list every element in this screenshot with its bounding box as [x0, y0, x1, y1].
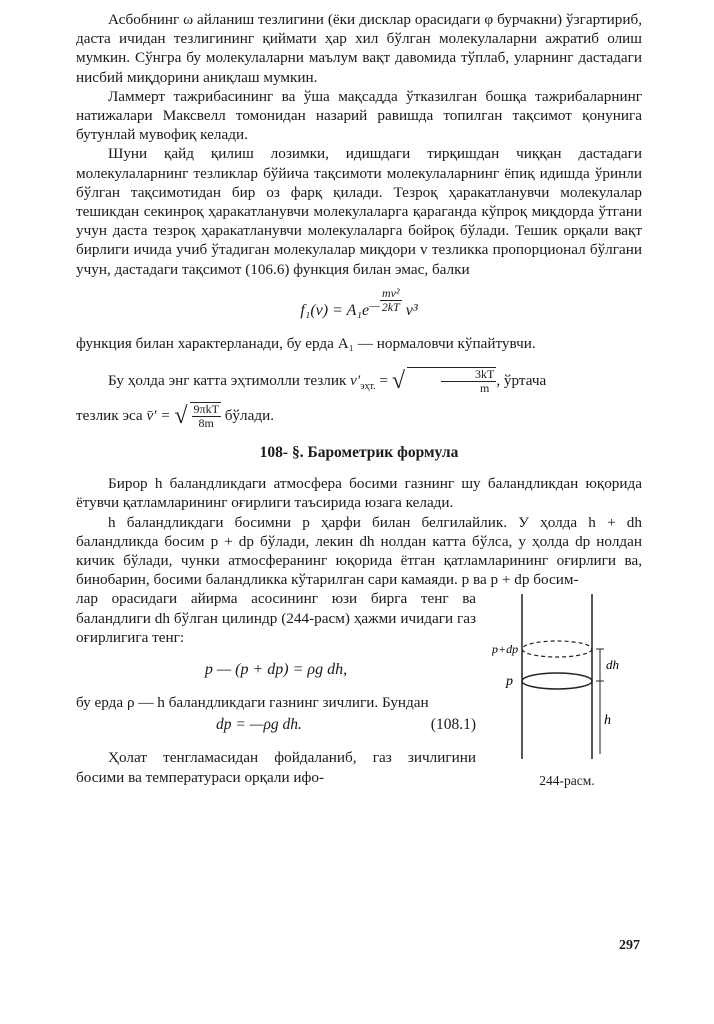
formula-f1-exp-den: 2kT	[381, 299, 400, 314]
formula-f3-text: dp = —ρg dh.	[216, 716, 302, 734]
wrap-text	[76, 589, 476, 786]
paragraph-2: Ламмерт тажрибасининг ва ўша мақсадда ўтказилган бошқа тажрибаларнинг натижалари Максвелл томонидан назарий равишда топилган тақсимот қонунига бутунлай мувофиқ келади.	[76, 87, 642, 144]
formula-f3-number: (108.1)	[430, 716, 476, 734]
p5-text-b: , ўртача	[496, 372, 547, 390]
page-number: 297	[619, 938, 640, 953]
paragraph-11: Ҳолат тенгламасидан фойдаланиб, газ зичлигини босими ва температураси орқали ифо-	[76, 749, 476, 786]
p6-v: v̄′ =	[146, 407, 171, 425]
p5-num: 3kT	[441, 368, 496, 382]
paragraph-7: Бирор h баландликдаги атмосфера босими газнинг шу баландликдан юқорида ётувчи қатламларининг оғирлиги таъсирида юзага келади.	[76, 475, 642, 512]
top-disk	[522, 641, 592, 657]
paragraph-1: Асбобнинг ω айланиш тезлигини (ёки дисклар орасидаги φ бурчакни) ўзгартириб, даста ичидан тезлигининг қиймати ҳар хил бўлган молекулаларни ажратиб олиш мумкин. Сўнгра бу молекулаларни маълум вақт давомида тўплаб, уларнинг дастадаги нисбий миқдорини аниқлаш мумкин.	[76, 11, 642, 86]
section-heading: 108- §. Барометрик формула	[259, 444, 459, 462]
wrap-zone	[76, 589, 642, 789]
formula-f2: p — (p + dp) = ρg dh,	[204, 661, 348, 679]
paragraph-3: Шуни қайд қилиш лозимки, идишдаги тирқишдан чиққан дастадаги молекулаларнинг тезликлар бўйича тақсимоти молекулаларнинг ёпиқ идишда ўринли бўлган тақсимотидан бир оз фарқ қилади. Тезроқ ҳаракатланувчи молекулалар тешикдан секинроқ ҳаракатланувчи молекулаларга қараганда кўпроқ миқдорда ўтгани учун даста тезроқ ҳаракатланувчи молекулаларга бойроқ бўлади. Тешик орқали вақт бирлиги ичида учиб ўтадиган молекулалар миқдори v тезликка пропорционал бўлгани учун, дастадаги тақсимот (106.6) функция билан эмас, балки	[76, 145, 642, 278]
figure-caption: 244-расм.	[539, 773, 595, 789]
label-p: p	[506, 674, 513, 690]
formula-f1-right: v³	[405, 301, 418, 319]
p6-text-a: тезлик эса	[76, 407, 143, 425]
figure-244	[492, 589, 642, 789]
paragraph-9: лар орасидаги айирма асосининг юзи бирга тенг ва баландлиги dh бўлган цилиндр (244-расм) ҳажми ичидаги газ оғирлигига тенг:	[76, 590, 476, 646]
paragraph-4: функция билан характерланади, бу ерда A₁ — нормаловчи кўпайтувчи.	[76, 334, 536, 352]
paragraph-8: h баландликдаги босимни p ҳарфи билан белгилайлик. У ҳолда h + dh баландликда босим p + dp бўлади, лекин dh нолдан катта бўлса, у ҳолда dp нолдан кичик бўлади, чунки атмосферанинг юқорида ётган қатламларининг оғирлиги ва, бинобарин, босими баландликка кўтарилган сари камаяди. p ва p + dp босим-	[76, 513, 642, 589]
p6-den: 8m	[198, 416, 214, 431]
label-p-plus-dp: p+dp	[492, 642, 519, 657]
p5-v: v′	[350, 372, 361, 390]
formula-f1: $f_1(v) = A_1e^{— \frac{\text{mv²}}{2kT}}$ v³	[300, 285, 418, 319]
label-h: h	[604, 713, 611, 729]
formula-f3	[76, 716, 476, 734]
label-dh: dh	[606, 657, 619, 673]
p6-text-b: бўлади.	[224, 407, 274, 425]
paragraph-6: тезлик эса v̄′ = √ $\frac{\text{9πkT}}{8m}$ бўлади.	[76, 402, 274, 431]
paragraph-5: Бу ҳолда энг катта эҳтимолли тезлик $v'_{эҳт.}$ = √ $\frac{3kT}{m}$ , ўртача	[108, 367, 547, 396]
p5-text-a: Бу ҳолда энг катта эҳтимолли тезлик	[108, 372, 347, 390]
page-content	[76, 10, 642, 787]
p5-den: m	[479, 381, 490, 396]
paragraph-10: бу ерда ρ — h баландликдаги газнинг зичлиги. Бундан	[76, 694, 429, 712]
formula-f1-exp-num: mv²	[380, 287, 402, 301]
p5-sub: эҳт.	[360, 381, 376, 393]
formula-f1-left: f₁(v) = A₁e	[300, 301, 370, 319]
cylinder-diagram	[492, 589, 642, 764]
bottom-disk	[522, 673, 592, 689]
p6-num: 9πkT	[193, 402, 219, 417]
